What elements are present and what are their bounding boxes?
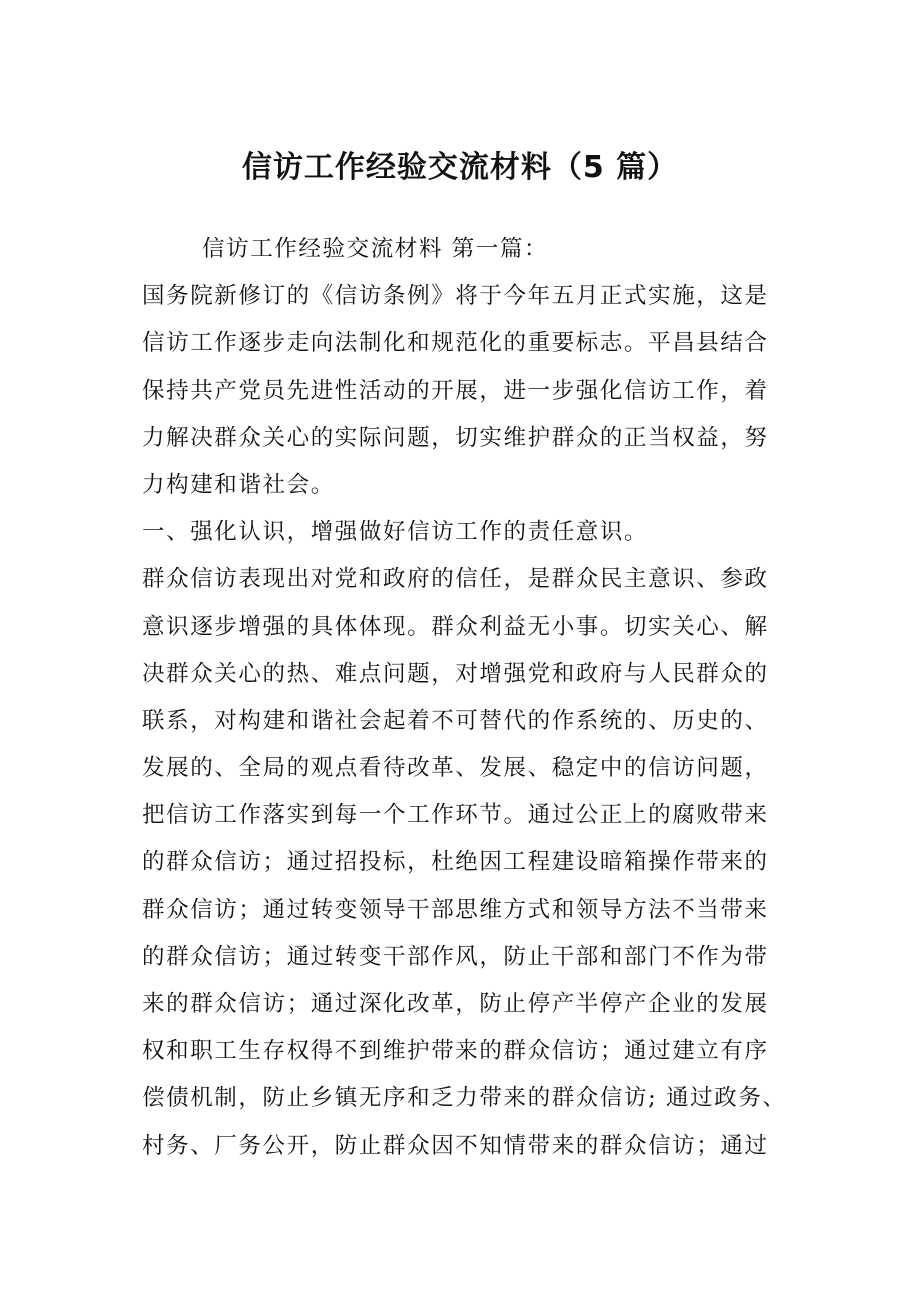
paragraph-line: 村务、厂务公开，防止群众因不知情带来的群众信访；通过 (142, 1132, 769, 1159)
paragraph-line: 的群众信访；通过转变干部作风，防止干部和部门不作为带 (142, 943, 769, 970)
paragraph-line: 联系，对构建和谐社会起着不可替代的作系统的、历史的、 (142, 707, 769, 734)
paragraph-line: 把信访工作落实到每一个工作环节。通过公正上的腐败带来 (142, 802, 769, 829)
paragraph-line: 偿债机制，防止乡镇无序和乏力带来的群众信访; 通过政务、 (142, 1085, 787, 1112)
paragraph-line: 意识逐步增强的具体体现。群众利益无小事。切实关心、解 (142, 613, 769, 640)
document-title: 信访工作经验交流材料（5 篇） (241, 150, 679, 185)
paragraph-line: 保持共产党员先进性活动的开展，进一步强化信访工作，着 (142, 377, 769, 404)
paragraph-line: 权和职工生存权得不到维护带来的群众信访；通过建立有序 (142, 1038, 769, 1065)
paragraph-line: 发展的、全局的观点看待改革、发展、稳定中的信访问题， (142, 755, 769, 782)
paragraph-line: 力解决群众关心的实际问题，切实维护群众的正当权益，努 (142, 424, 769, 451)
section-heading: 信访工作经验交流材料 第一篇： (202, 236, 549, 262)
document-body (142, 226, 797, 1170)
paragraph-line: 的群众信访；通过招投标，杜绝因工程建设暗箱操作带来的 (142, 849, 769, 876)
paragraph-line: 信访工作逐步走向法制化和规范化的重要标志。平昌县结合 (142, 330, 769, 357)
subsection-heading: 一、强化认识，增强做好信访工作的责任意识。 (142, 519, 649, 546)
paragraph-line: 群众信访表现出对党和政府的信任，是群众民主意识、参政 (142, 566, 769, 593)
paragraph-line: 来的群众信访；通过深化改革，防止停产半停产企业的发展 (142, 991, 769, 1017)
paragraph-line: 决群众关心的热、难点问题，对增强党和政府与人民群众的 (142, 660, 769, 687)
paragraph-line: 群众信访；通过转变领导干部思维方式和领导方法不当带来 (142, 896, 769, 923)
paragraph-line: 国务院新修订的《信访条例》将于今年五月正式实施，这是 (142, 283, 769, 310)
paragraph-line: 力构建和谐社会。 (142, 471, 335, 498)
